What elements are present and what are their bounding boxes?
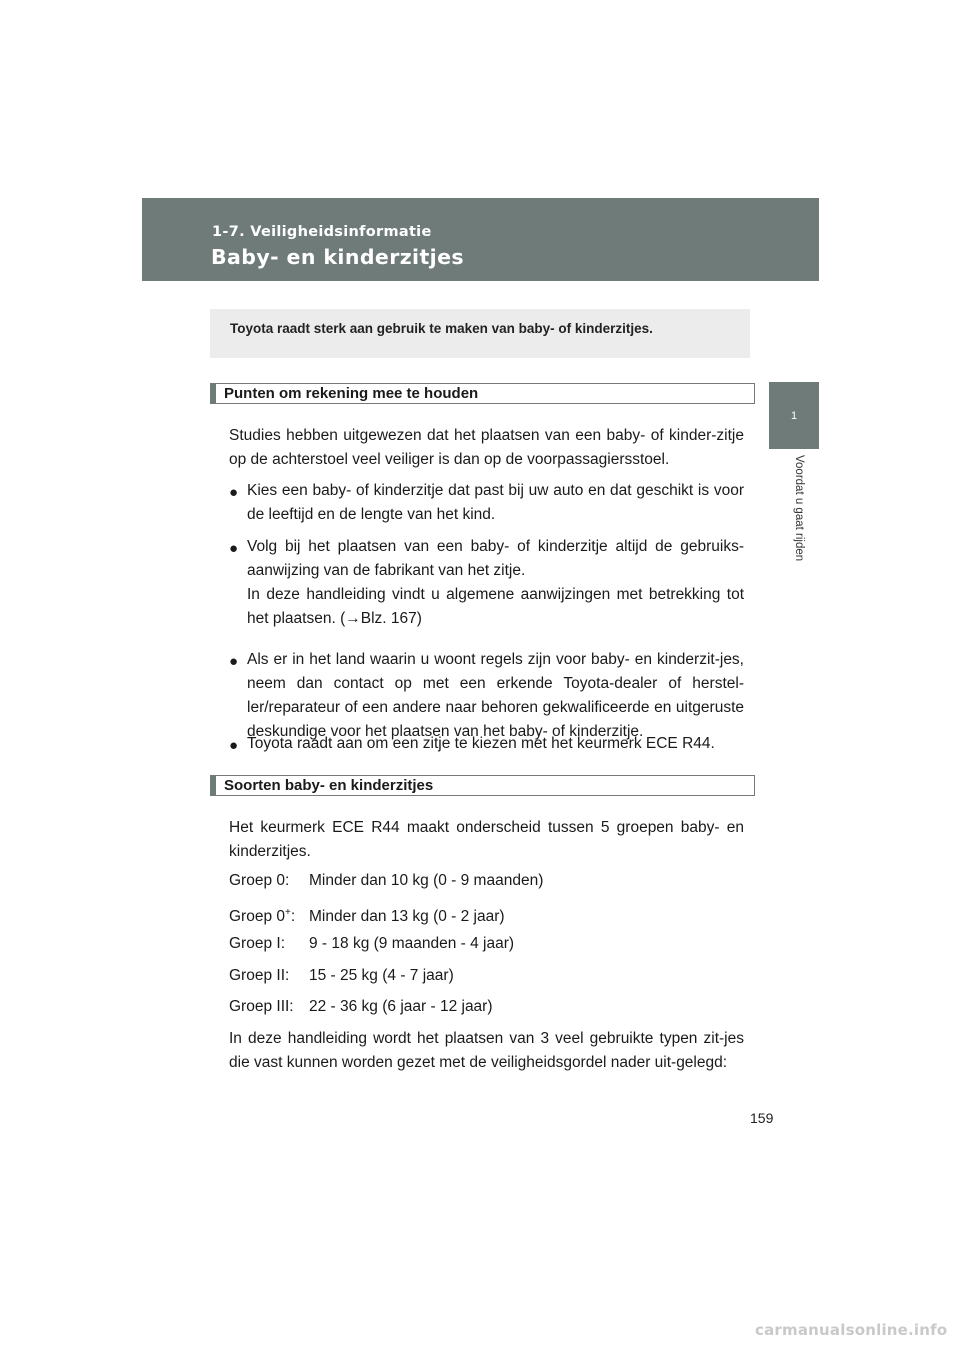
intro-box [210, 309, 750, 358]
page-number: 159 [750, 1110, 774, 1126]
group-desc: 15 - 25 kg (4 - 7 jaar) [309, 967, 454, 984]
group-desc: 9 - 18 kg (9 maanden - 4 jaar) [309, 935, 515, 952]
bullet-icon: ● [229, 540, 239, 557]
group-row [229, 932, 514, 956]
group-desc: Minder dan 13 kg (0 - 2 jaar) [309, 908, 505, 926]
group-desc: Minder dan 10 kg (0 - 9 maanden) [309, 872, 544, 889]
closing-paragraph: In deze handleiding wordt het plaatsen van 3 veel gebruikte typen zit-jes die vast kunnen worden gezet met de veiligheidsgordel nader uit-gelegd: [229, 1030, 744, 1071]
bullet-item [229, 479, 744, 527]
bullet-item [229, 648, 744, 744]
group-label: Groep 0 [229, 908, 286, 926]
chapter-number: 1 [790, 409, 798, 422]
bullet-text-continued[interactable]: In deze handleiding vindt u algemene aanwijzingen met betrekking tot het plaatsen. (→Blz. 167) [247, 586, 744, 627]
group-label: Groep III: [229, 998, 294, 1015]
group-label: Groep II: [229, 967, 290, 984]
bullet-text: Als er in het land waarin u woont regels zijn voor baby- en kinderzit-jes, neem dan contact op met een erkende Toyota-dealer of herstel-ler/reparateur of een andere naar behoren gekwalificeerde en uitgeruste deskundige voor het plaatsen van het baby- of kinderzitje. [247, 651, 744, 740]
bullet-icon: ● [229, 653, 239, 670]
bullet-item [229, 732, 744, 756]
group-label: Groep I: [229, 935, 285, 952]
bullet-text: Volg bij het plaatsen van een baby- of kinderzitje altijd de gebruiks-aanwijzing van de fabrikant van het zitje. [247, 538, 744, 579]
chapter-label: Voordat u gaat rijden [793, 455, 805, 562]
section-heading-text: Soorten baby- en kinderzitjes [224, 777, 434, 794]
bullet-item [229, 535, 744, 631]
bullet-text: Kies een baby- of kinderzitje dat past bij uw auto en dat geschikt is voor de leeftijd en de lengte van het kind. [247, 482, 744, 523]
bullet-text: Toyota raadt aan om een zitje te kiezen met het keurmerk ECE R44. [247, 735, 715, 752]
seat-types-paragraph: Het keurmerk ECE R44 maakt onderscheid tussen 5 groepen baby- en kinderzitjes. [229, 819, 744, 860]
group-desc: 22 - 36 kg (6 jaar - 12 jaar) [309, 998, 493, 1015]
group-row [229, 901, 505, 929]
group-row [229, 995, 493, 1019]
watermark: carmanualsonline.info [755, 1321, 948, 1339]
group-row [229, 964, 454, 988]
intro-paragraph: Studies hebben uitgewezen dat het plaatsen van een baby- of kinder-zitje op de achterstoel veel veiliger is dan op de voorpassagiersstoel. [229, 427, 744, 468]
section-reference: 1-7. Veiligheidsinformatie [212, 224, 432, 240]
page-title: Baby- en kinderzitjes [211, 245, 465, 269]
section-heading-considerations [210, 383, 755, 404]
group-label-sup: + [285, 907, 291, 918]
bullet-icon: ● [229, 737, 239, 754]
intro-text: Toyota raadt sterk aan gebruik te maken van baby- of kinderzitjes. [230, 321, 653, 336]
group-label-wrap [229, 901, 309, 929]
header-band [142, 198, 819, 281]
bullet-icon: ● [229, 484, 239, 501]
group-row [229, 869, 543, 893]
chapter-tab[interactable] [769, 382, 819, 449]
group-label: Groep 0: [229, 872, 290, 889]
section-heading-text: Punten om rekening mee te houden [224, 385, 479, 402]
section-heading-seat-types [210, 775, 755, 796]
group-label-suffix: : [290, 908, 296, 926]
